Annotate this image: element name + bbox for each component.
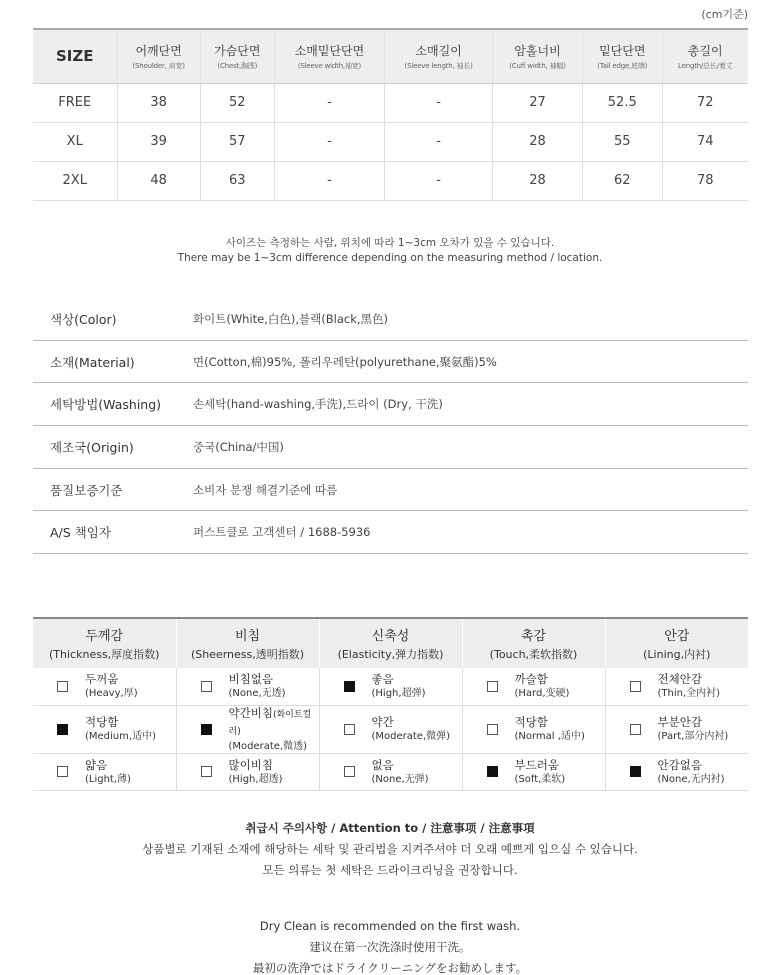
size-value: 38 [117, 83, 200, 122]
size-value: 74 [662, 122, 748, 161]
size-label: XL [33, 122, 117, 161]
care-line: 모든 의류는 첫 세탁은 드라이크리닝을 권장합니다. [262, 863, 518, 877]
fabric-option: 좋음 (High,超弹) [320, 672, 462, 700]
size-row [33, 122, 748, 161]
info-label: 제조국(Origin) [50, 439, 134, 455]
size-column-header: 소매길이 (Sleeve length, 袖长) [385, 29, 493, 83]
size-row [33, 161, 748, 200]
fabric-option: 전체안감 (Thin,全内衬) [606, 672, 749, 700]
size-value: 52.5 [582, 83, 662, 122]
fabric-header-sheerness: 비침 (Sheerness,透明指数) [176, 618, 319, 668]
checkbox [57, 681, 68, 692]
checkbox [201, 724, 212, 735]
size-value: 28 [493, 161, 583, 200]
info-label: 소재(Material) [50, 354, 135, 370]
fabric-row [33, 705, 748, 753]
checkbox [344, 681, 355, 692]
care-dry-clean-note [0, 916, 780, 975]
info-row-material [33, 341, 748, 384]
fabric-option: 적당함 (Normal ,适中) [463, 715, 605, 743]
checkbox [201, 681, 212, 692]
size-value: - [274, 161, 384, 200]
size-value: 72 [662, 83, 748, 122]
size-label: FREE [33, 83, 117, 122]
info-row-origin [33, 426, 748, 469]
fabric-option: 두꺼움 (Heavy,厚) [33, 672, 176, 700]
fabric-option: 부분안감 (Part,部分内衬) [606, 715, 749, 743]
fabric-header-touch: 촉감 (Touch,柔软指数) [462, 618, 605, 668]
size-value: 78 [662, 161, 748, 200]
info-value: 면(Cotton,棉)95%, 폴리우레탄(polyurethane,聚氨酯)5% [193, 354, 497, 369]
size-value: 52 [200, 83, 274, 122]
size-value: 27 [493, 83, 583, 122]
size-value: 63 [200, 161, 274, 200]
fabric-option: 약간비침(화이트컬러) (Moderate,微透) [177, 706, 319, 753]
size-value: - [274, 122, 384, 161]
checkbox [630, 766, 641, 777]
fabric-header-thickness: 두께감 (Thickness,厚度指数) [33, 618, 176, 668]
size-value: 48 [117, 161, 200, 200]
checkbox [57, 766, 68, 777]
checkbox [630, 681, 641, 692]
size-value: - [385, 122, 493, 161]
size-value: 62 [582, 161, 662, 200]
info-row-warranty [33, 469, 748, 512]
size-value: 55 [582, 122, 662, 161]
size-row [33, 83, 748, 122]
checkbox [487, 766, 498, 777]
fabric-option: 적당함 (Medium,适中) [33, 715, 176, 743]
info-label: 색상(Color) [50, 311, 117, 327]
size-table [33, 28, 748, 201]
size-table-header-row [33, 29, 748, 83]
fabric-header-lining: 안감 (Lining,内衬) [605, 618, 748, 668]
size-value: 57 [200, 122, 274, 161]
size-column-header: 밑단단면 (Tail edge,底端) [582, 29, 662, 83]
fabric-header-row [33, 618, 748, 668]
info-row-color [33, 298, 748, 341]
size-value: - [274, 83, 384, 122]
care-line: 상품별로 기재된 소재에 해당하는 세탁 및 관리법을 지켜주셔야 더 오래 예쁘게 입으실 수 있습니다. [142, 842, 638, 856]
checkbox [201, 766, 212, 777]
care-line: Dry Clean is recommended on the first wash. [259, 919, 521, 933]
info-value: 손세탁(hand-washing,手洗),드라이 (Dry, 干洗) [193, 397, 443, 412]
size-label: 2XL [33, 161, 117, 200]
fabric-row [33, 753, 748, 790]
info-label: A/S 책임자 [50, 525, 111, 541]
checkbox [344, 766, 355, 777]
checkbox [487, 724, 498, 735]
fabric-table [33, 617, 748, 791]
checkbox [57, 724, 68, 735]
fabric-option: 비침없음 (None,无透) [177, 672, 319, 700]
fabric-option: 많이비침 (High,超透) [177, 758, 319, 786]
size-column-header: 가슴단면 (Chest,胸围) [200, 29, 274, 83]
size-column-header: 총길이 Length/总长/着丈 [662, 29, 748, 83]
checkbox [344, 724, 355, 735]
size-value: 28 [493, 122, 583, 161]
measurement-note-en: There may be 1~3cm difference depending on the measuring method / location. [177, 252, 603, 264]
fabric-option: 까슬함 (Hard,变硬) [463, 672, 605, 700]
fabric-option: 부드러움 (Soft,柔软) [463, 758, 605, 786]
care-title: 취급시 주의사항 / Attention to / 注意事项 / 注意事項 [245, 821, 535, 835]
fabric-header-elasticity: 신축성 (Elasticity,弹力指数) [319, 618, 462, 668]
fabric-option: 없음 (None,无弹) [320, 758, 462, 786]
measurement-note-ko: 사이즈는 측정하는 사람, 위치에 따라 1~3cm 오차가 있을 수 있습니다. [225, 237, 555, 249]
unit-note: (cm기준) [701, 8, 748, 21]
measurement-note [0, 236, 780, 266]
size-value: - [385, 83, 493, 122]
info-value: 화이트(White,白色),블랙(Black,黑色) [193, 311, 389, 326]
size-value: 39 [117, 122, 200, 161]
product-info-table [33, 298, 748, 554]
care-instructions [0, 818, 780, 881]
checkbox [487, 681, 498, 692]
checkbox [630, 724, 641, 735]
size-column-header: 암홀너비 (Cuff width, 袖幅) [493, 29, 583, 83]
info-value: 중국(China/中国) [193, 439, 284, 454]
size-header: SIZE [33, 29, 117, 83]
size-column-header: 소매밑단단면 (Sleeve width,袖宽) [274, 29, 384, 83]
fabric-option: 약간 (Moderate,微弹) [320, 715, 462, 743]
care-line: 最初の洗浄ではドライクリーニングをお勧めします。 [252, 961, 528, 975]
fabric-row [33, 668, 748, 705]
size-column-header: 어깨단면 (Shoulder, 肩宽) [117, 29, 200, 83]
fabric-option: 안감없음 (None,无内衬) [606, 758, 749, 786]
info-label: 세탁방법(Washing) [50, 397, 162, 413]
info-row-as-contact [33, 511, 748, 554]
info-value: 퍼스트클로 고객센터 / 1688-5936 [193, 525, 371, 540]
size-value: - [385, 161, 493, 200]
care-line: 建议在第一次洗涤时使用干洗。 [309, 940, 471, 954]
info-value: 소비자 분쟁 해결기준에 따름 [193, 482, 338, 497]
fabric-option: 얇음 (Light,薄) [33, 758, 176, 786]
info-row-washing [33, 383, 748, 426]
info-label: 품질보증기준 [50, 482, 123, 498]
